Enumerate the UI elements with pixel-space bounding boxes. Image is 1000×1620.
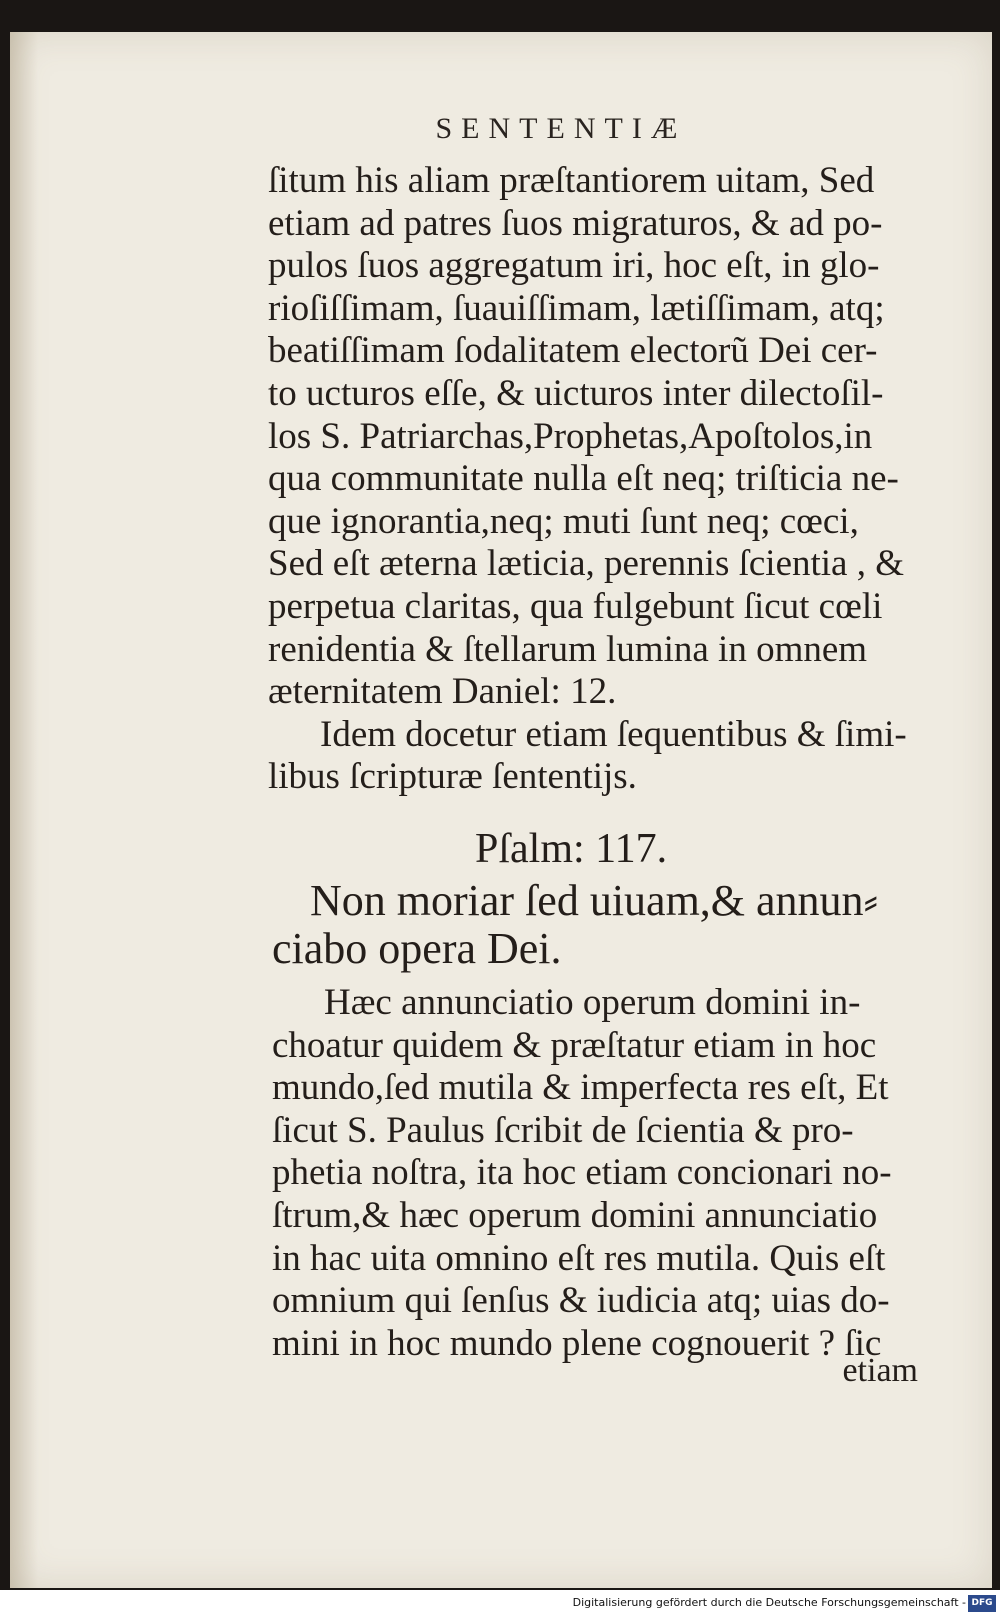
text-line: renidentia & ſtellarum lumina in omnem bbox=[268, 628, 868, 670]
commentary-text bbox=[272, 982, 962, 1365]
footer-bar bbox=[0, 1590, 1000, 1620]
text-line: mundo,ſed mutila & imperfecta res eſt, Et bbox=[272, 1067, 889, 1109]
text-line: qua communitate nulla eſt neq; triſticia ne- bbox=[268, 458, 899, 500]
dfg-logo: DFG bbox=[968, 1595, 996, 1612]
text-line: ſitum his aliam præſtantiorem uitam, Sed bbox=[268, 160, 875, 201]
text-line: phetia noſtra, ita hoc etiam concionari no- bbox=[272, 1152, 892, 1194]
text-line: ſtrum,& hæc operum domini annunciatio bbox=[272, 1194, 878, 1236]
funding-credit: Digitalisierung gefördert durch die Deutsche Forschungsgemeinschaft - bbox=[572, 1596, 966, 1609]
text-line: mini in hoc mundo plene cognouerit ? ſic bbox=[272, 1322, 882, 1364]
text-line: choatur quidem & præſtatur etiam in hoc bbox=[272, 1024, 877, 1066]
text-line: libus ſcripturæ ſententijs. bbox=[268, 756, 637, 798]
text-line: in hac uita omnino eſt res mutila. Quis eſt bbox=[272, 1237, 886, 1279]
text-line: Idem docetur etiam ſequentibus & ſimi- bbox=[320, 713, 907, 755]
text-line: to ucturos eſſe, & uicturos inter dilectoſil- bbox=[268, 372, 884, 414]
text-line: Sed eſt æterna læticia, perennis ſcientia , & bbox=[268, 543, 905, 585]
text-line: beatiſſimam ſodalitatem electorũ Dei cer- bbox=[268, 330, 878, 372]
book-page bbox=[10, 32, 992, 1588]
psalm-heading: Pſalm: 117. bbox=[475, 826, 668, 872]
text-line: perpetua claritas, qua fulgebunt ſicut cœli bbox=[268, 585, 883, 627]
text-line: etiam ad patres ſuos migraturos, & ad po- bbox=[268, 202, 883, 244]
text-line: pulos ſuos aggregatum iri, hoc eſt, in glo- bbox=[268, 245, 880, 287]
running-title: SENTENTIÆ bbox=[435, 112, 687, 145]
verse-line: ciabo opera Dei. bbox=[272, 924, 562, 973]
text-line: los S. Patriarchas,Prophetas,Apoſtolos,in bbox=[268, 415, 873, 457]
catchword: etiam bbox=[842, 1352, 918, 1389]
text-line: æternitatem Daniel: 12. bbox=[268, 671, 617, 713]
verse-line: Non moriar ſed uiuam,& annun⸗ bbox=[310, 876, 879, 925]
verse-text bbox=[272, 876, 1000, 973]
body-text bbox=[268, 160, 958, 799]
text-line: rioſiſſimam, ſuauiſſimam, lætiſſimam, atq; bbox=[268, 287, 885, 329]
text-line: ſicut S. Paulus ſcribit de ſcientia & pro- bbox=[272, 1109, 854, 1151]
text-line: Hæc annunciatio operum domini in- bbox=[324, 982, 861, 1023]
text-line: omnium qui ſenſus & iudicia atq; uias do- bbox=[272, 1280, 890, 1322]
text-line: que ignorantia,neq; muti ſunt neq; cœci, bbox=[268, 500, 859, 542]
